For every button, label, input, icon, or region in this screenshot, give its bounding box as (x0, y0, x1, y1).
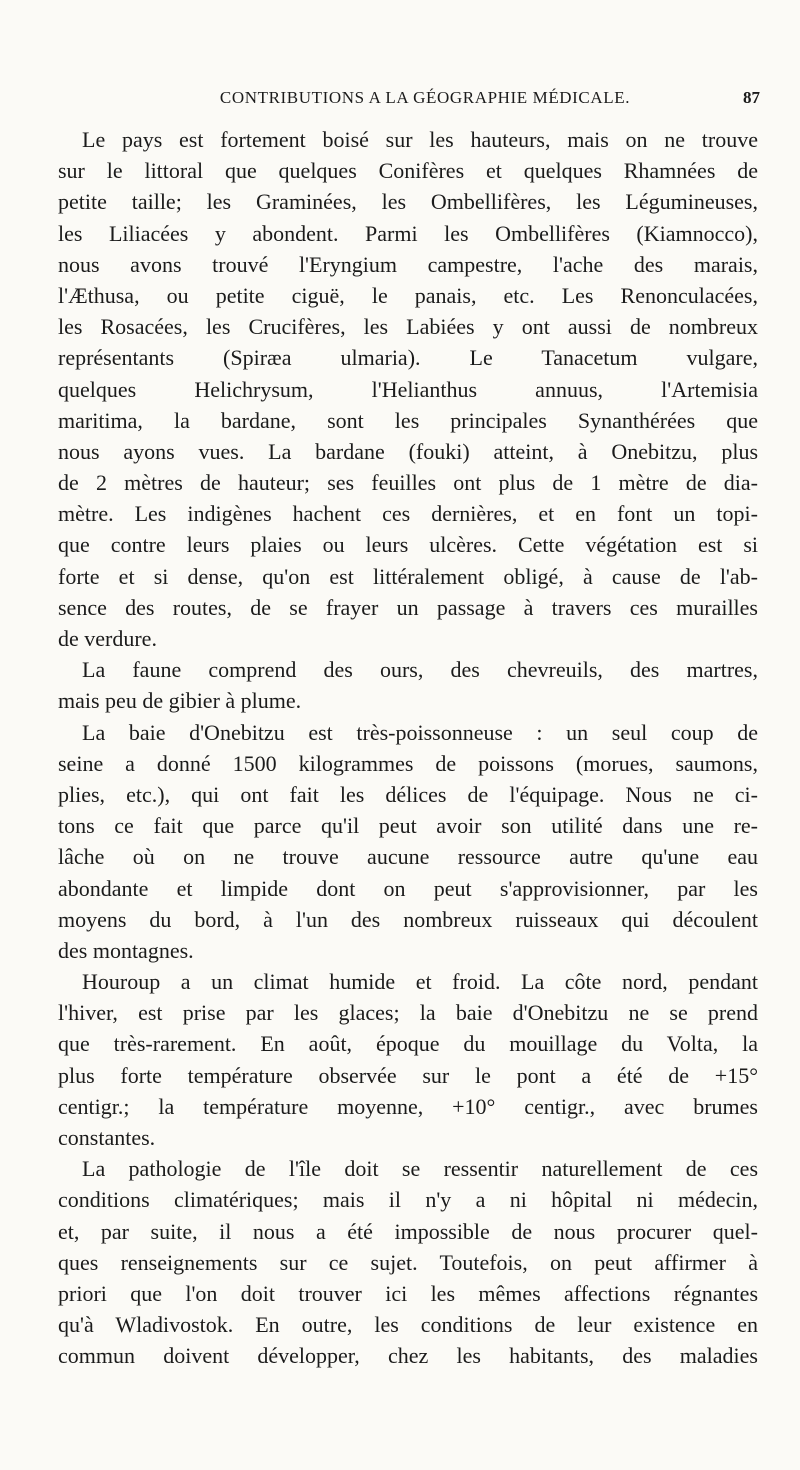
text-line: quelques Helichrysum, l'Helianthus annuus, l'Artemisia (58, 376, 758, 402)
text-line: maritima, la bardane, sont les principales Synanthérées que (58, 407, 758, 433)
text-line: lâche où on ne trouve aucune ressource autre qu'une eau (58, 844, 758, 870)
text-line: des montagnes. (58, 937, 194, 963)
text-line: sur le littoral que quelques Conifères et quelques Rhamnées de (58, 158, 758, 184)
text-line: nous ayons vues. La bardane (fouki) atteint, à Onebitzu, plus (58, 438, 758, 464)
text-line: La baie d'Onebitzu est très-poissonneuse : un seul coup de (82, 719, 758, 745)
text-line: priori que l'on doit trouver ici les mêmes affections régnantes (58, 1280, 758, 1306)
text-line: Houroup a un climat humide et froid. La côte nord, pendant (82, 969, 758, 995)
text-line: mais peu de gibier à plume. (58, 688, 302, 714)
text-line: mètre. Les indigènes hachent ces dernières, et en font un topi- (58, 501, 758, 527)
text-line: La faune comprend des ours, des chevreuils, des martres, (82, 657, 758, 683)
text-line: conditions climatériques; mais il n'y a ni hôpital ni médecin, (58, 1187, 758, 1213)
text-line: de verdure. (58, 626, 157, 651)
text-line: que contre leurs plaies ou leurs ulcères. Cette végétation est si (58, 532, 758, 558)
text-line: sence des routes, de se frayer un passage à travers ces murailles (58, 594, 758, 620)
text-line: constantes. (58, 1125, 156, 1150)
text-line: plies, etc.), qui ont fait les délices de l'équipage. Nous ne ci- (58, 781, 758, 807)
text-line: les Liliacées y abondent. Parmi les Ombellifères (Kiamnocco), (58, 220, 758, 246)
text-line: forte et si dense, qu'on est littéralement obligé, à cause de l'ab- (58, 563, 758, 589)
text-line: nous avons trouvé l'Eryngium campestre, l'ache des marais, (58, 251, 758, 277)
text-line: moyens du bord, à l'un des nombreux ruisseaux qui découlent (58, 906, 758, 932)
text-line: l'hiver, est prise par les glaces; la baie d'Onebitzu ne se prend (58, 1000, 758, 1026)
text-line: plus forte température observée sur le pont a été de +15° (58, 1062, 758, 1088)
page-number: 87 (743, 88, 760, 107)
text-line: et, par suite, il nous a été impossible de nous procurer quel- (58, 1218, 758, 1244)
text-line: Le pays est fortement boisé sur les hauteurs, mais on ne trouve (82, 127, 758, 152)
text-line: tons ce fait que parce qu'il peut avoir son utilité dans une re- (58, 813, 758, 839)
text-line: l'Æthusa, ou petite ciguë, le panais, etc. Les Renonculacées, (58, 282, 758, 308)
text-line: les Rosacées, les Crucifères, les Labiées y ont aussi de nombreux (58, 314, 758, 340)
text-line: petite taille; les Graminées, les Ombellifères, les Légumineuses, (58, 189, 758, 215)
text-line: La pathologie de l'île doit se ressentir naturellement de ces (82, 1156, 758, 1182)
text-line: seine a donné 1500 kilogrammes de poissons (morues, saumons, (58, 750, 758, 776)
text-line: abondante et limpide dont on peut s'approvisionner, par les (58, 875, 758, 901)
body-text (58, 124, 758, 1372)
text-line: commun doivent développer, chez les habitants, des maladies (58, 1343, 758, 1369)
page-header (60, 88, 760, 118)
text-line: qu'à Wladivostok. En outre, les conditions de leur existence en (58, 1312, 758, 1338)
running-title: CONTRIBUTIONS A LA GÉOGRAPHIE MÉDICALE. (219, 88, 631, 107)
text-line: centigr.; la température moyenne, +10° centigr., avec brumes (58, 1093, 758, 1119)
text-line: ques renseignements sur ce sujet. Toutefois, on peut affirmer à (58, 1249, 758, 1275)
text-line: que très-rarement. En août, époque du mouillage du Volta, la (58, 1031, 758, 1057)
text-line: de 2 mètres de hauteur; ses feuilles ont plus de 1 mètre de dia- (58, 470, 758, 496)
text-line: représentants (Spiræa ulmaria). Le Tanacetum vulgare, (58, 345, 758, 371)
